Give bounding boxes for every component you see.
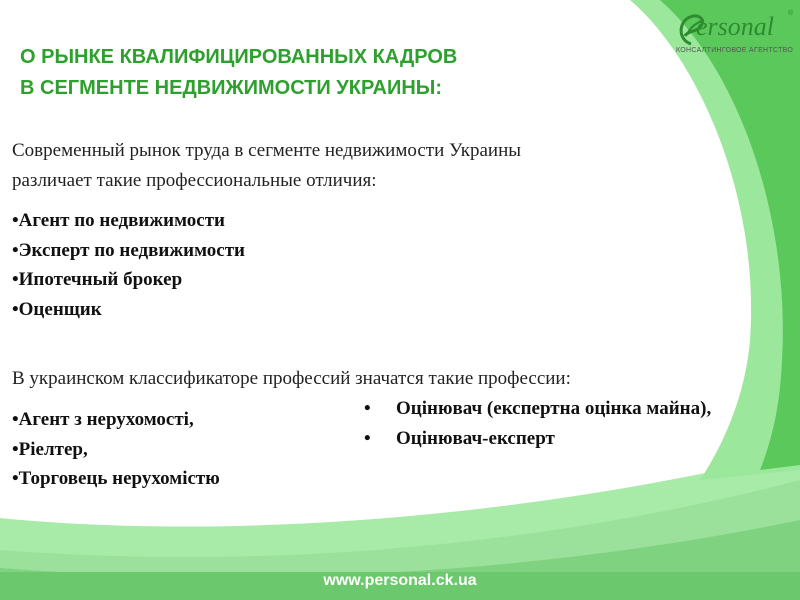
intro-line-1: Современный рынок труда в сегменте недвижимости Украины [12, 140, 522, 161]
list-item: • Оцінювач-експерт [364, 425, 724, 453]
intro-paragraph [12, 136, 712, 196]
title-line-1: О РЫНКЕ КВАЛИФИЦИРОВАННЫХ КАДРОВ [20, 46, 458, 68]
classifier-paragraph: В украинском классификаторе профессий значатся такие профессии: [12, 368, 571, 389]
title-line-2: В СЕГМЕНТЕ НЕДВИЖИМОСТИ УКРАИНЫ: [20, 77, 443, 99]
list-item: • Агент по недвижимости [12, 206, 245, 236]
list-item: • Оцінювач (експертна оцінка майна), [364, 395, 724, 423]
list-item: • Агент з нерухомості, [12, 405, 220, 435]
professions-list [12, 206, 245, 324]
page-title [20, 42, 640, 104]
list-item: • Оценщик [12, 295, 245, 325]
classifier-list-right [364, 395, 724, 455]
footer-url[interactable]: www.personal.ck.ua [323, 572, 477, 589]
list-item: • Ріелтер, [12, 435, 220, 465]
logo-tagline: КОНСАЛТИНГОВОЕ АГЕНТСТВО [676, 47, 794, 54]
list-item: • Эксперт по недвижимости [12, 236, 245, 266]
classifier-list-left [12, 405, 220, 494]
company-logo [676, 8, 796, 58]
intro-line-2: различает такие профессиональные отличия: [12, 170, 377, 191]
registered-icon: ® [788, 10, 794, 17]
logo-wordmark: ersonal [696, 12, 774, 41]
list-item: • Торговець нерухомістю [12, 464, 220, 494]
list-item: • Ипотечный брокер [12, 265, 245, 295]
